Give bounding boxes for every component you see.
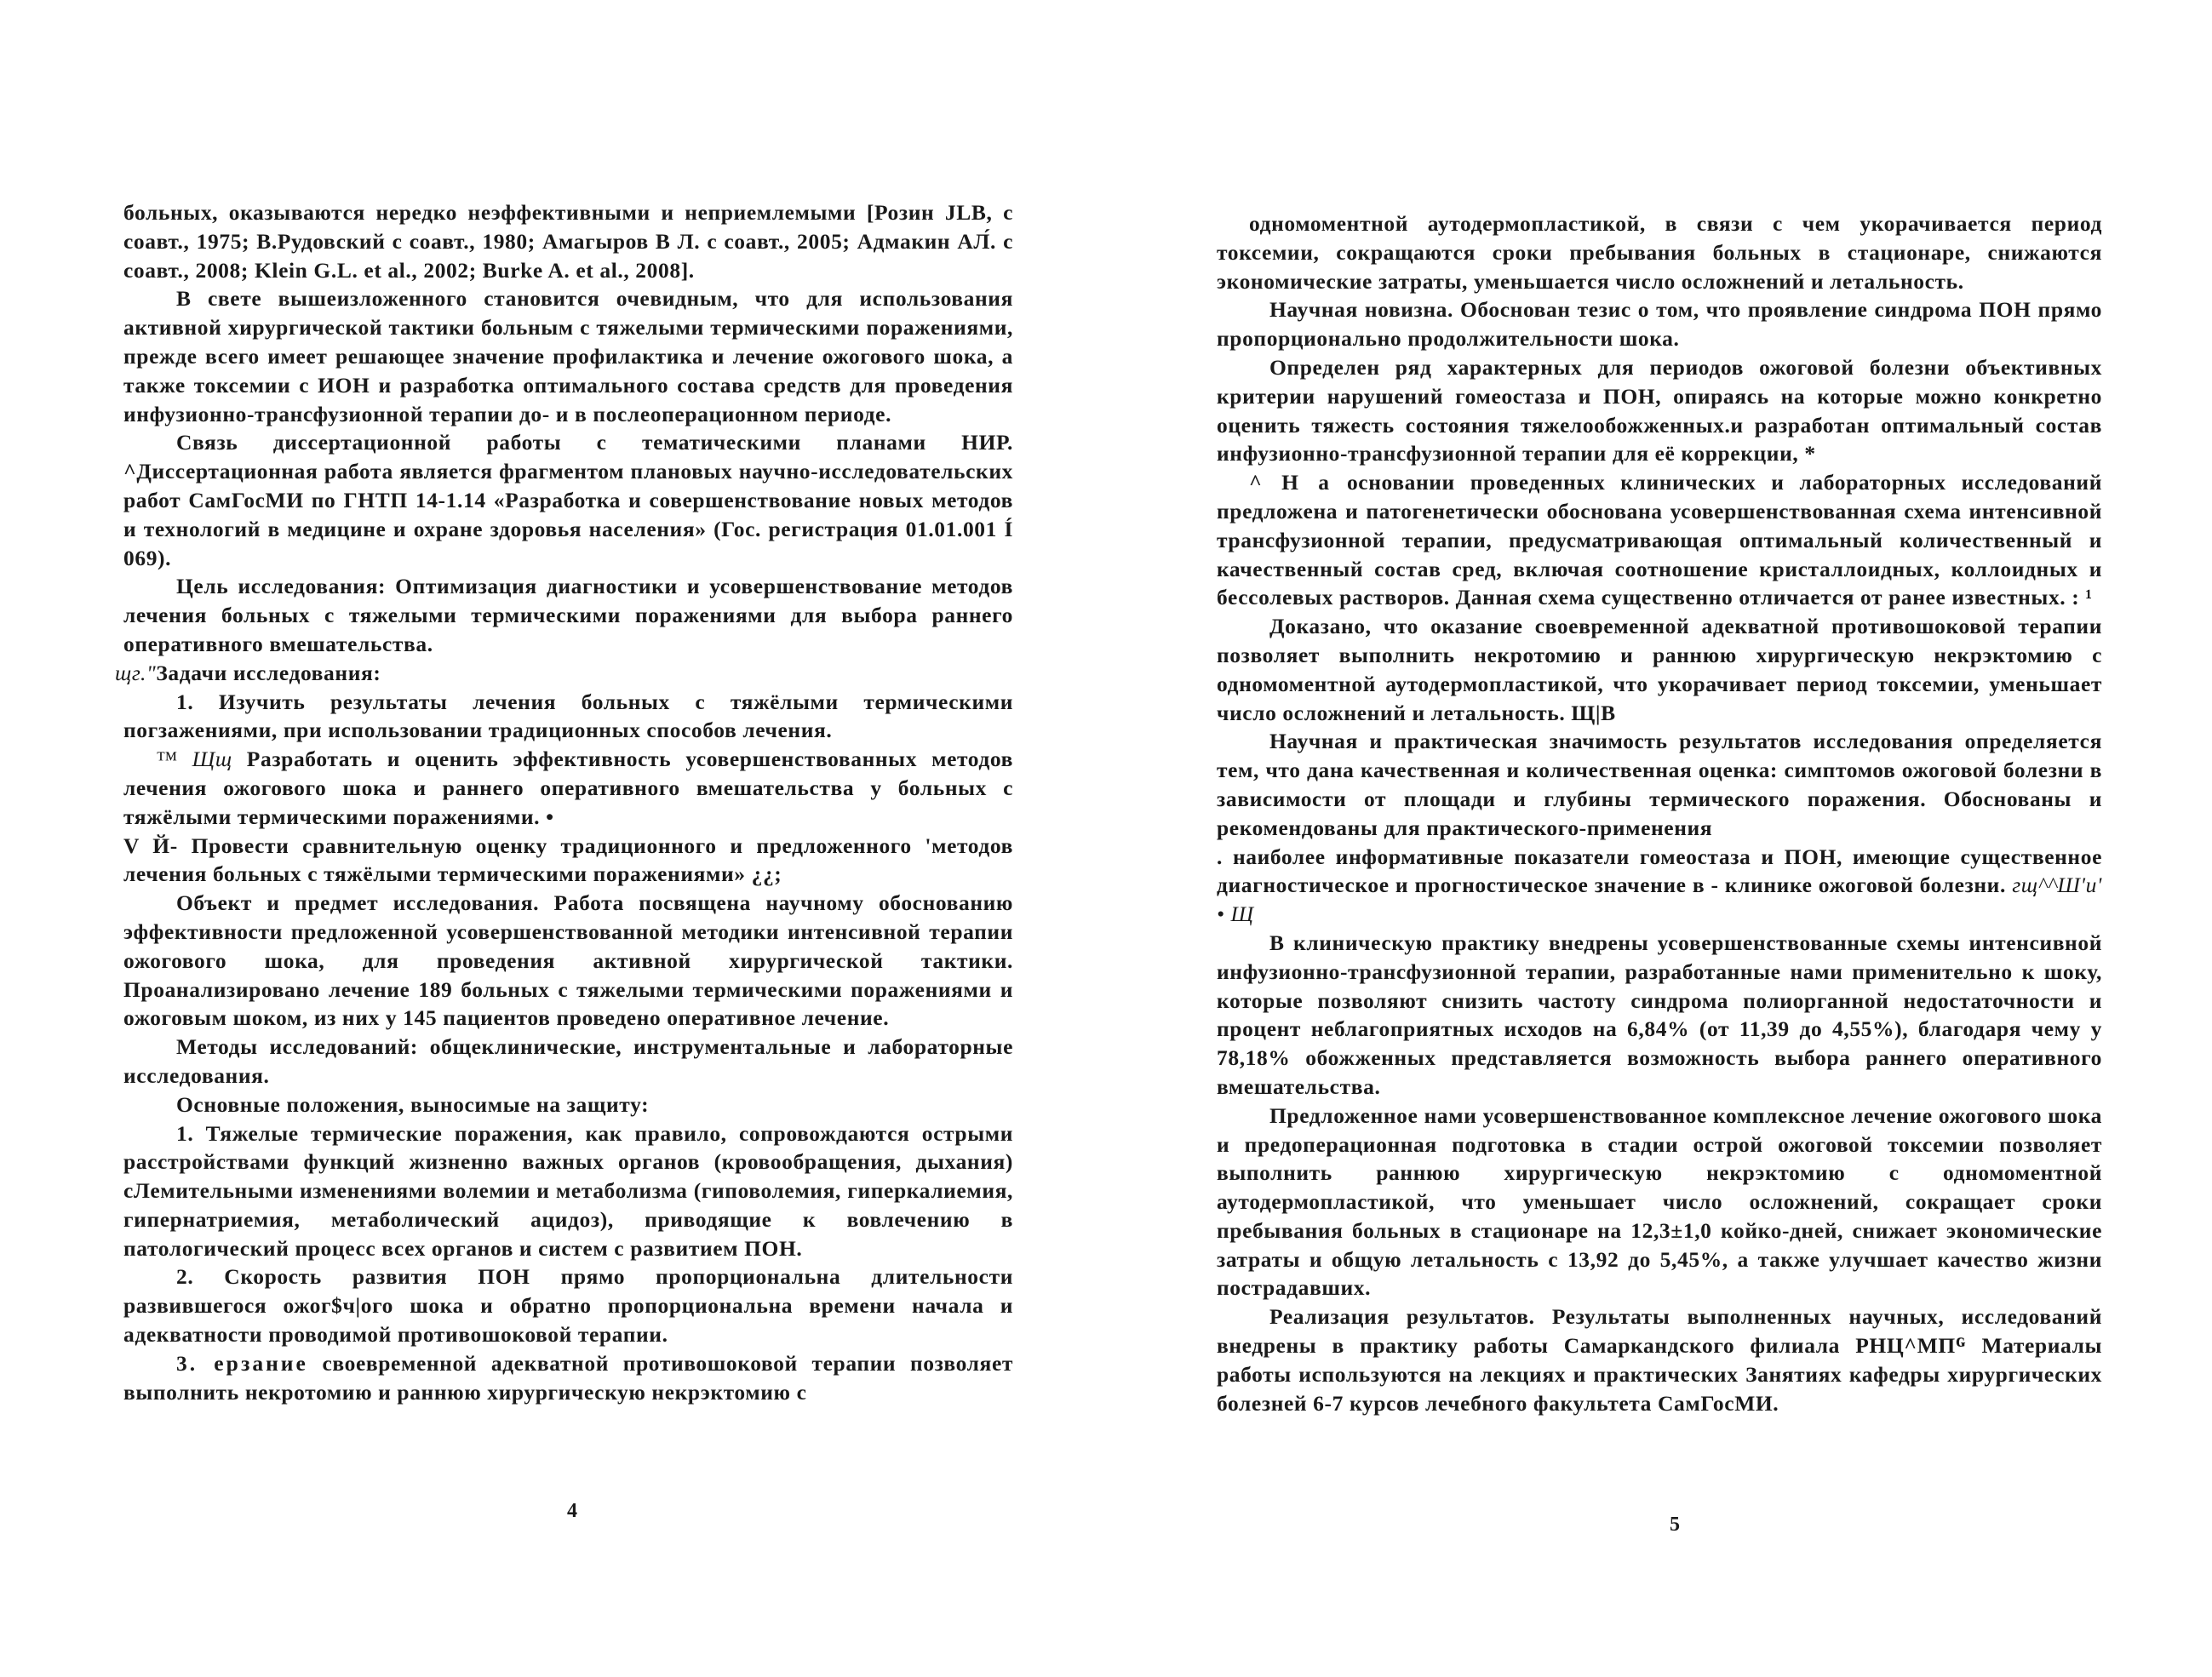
paragraph: Научная и практическая значимость результатов исследования определяется тем, что дана качественная и количественная оценка: симптомов ожоговой болезни в зависимости от площади и глубины термического поражения. Обоснованы и рекомендованы для практического-применения <box>1217 729 2102 840</box>
paragraph: Цель исследования: Оптимизация диагностики и усовершенствование методов лечения больных с тяжелыми термическими поражениями для выбора раннего оперативного вмешательства. <box>123 574 1013 656</box>
paragraph: одномоментной аутодермопластикой, в связи с чем укорачивается период токсемии, сокращаются сроки пребывания больных в стационаре, снижаются экономические затраты, уменьшается число осложнений и летальность. <box>1217 211 2102 294</box>
paragraph: Научная новизна. Обоснован тезис о том, что проявление синдрома ПОН прямо пропорционально продолжительности шока. <box>1217 297 2102 352</box>
list-item: 1. Тяжелые термические поражения, как правило, сопровождаются острыми расстройствами функций жизненно важных органов (кровообращения, дыхания) сЛемительными изменениями волемии и метаболизма (гиповолемия, гиперкалиемия, гипернатриемия, метаболический ацидоз), приводящие к вовлечению в патологический процесс всех органов и систем с развитием ПОН. <box>123 1120 1013 1261</box>
page-number: 4 <box>567 1500 577 1522</box>
margin-mark: ^ Н а <box>1249 470 1332 495</box>
list-item: ™ Щщ Разработать и оценить эффективность усовершенствованных методов лечения ожогового шока и раннего оперативного вмешательства у больных с тяжёлыми термическими поражениями. • <box>123 747 1013 829</box>
margin-mark: . <box>1217 844 1223 869</box>
paragraph: . наиболее информативные показатели гомеостаза и ПОН, имеющие существенное диагностическое и прогностическое значение в - клинике ожоговой болезни. гщ^^Ш'и' • Щ <box>1217 844 2102 927</box>
list-item: 2. Скорость развития ПОН прямо пропорциональна длительности развившегося ожог$ч|ого шока и обратно пропорциональна времени начала и адекватности проводимой противошоковой терапии. <box>123 1264 1013 1348</box>
tasks-heading: Задачи исследования: <box>156 660 381 685</box>
left-text-column <box>115 198 1013 1406</box>
paragraph: Предложенное нами усовершенствованное комплексное лечение ожогового шока и предоперационная подготовка в стадии острой ожоговой токсемии позволяет выполнить раннюю хирургическую некрэктомию с одномоментной аутодермопластикой, что уменьшает число осложнений, сокращает сроки пребывания больных в стационаре на 12,3±1,0 койко-дней, снижает экономические затраты и общую летальность с 13,92 до 5,45%, а также улучшает качество жизни пострадавших. <box>1217 1102 2102 1301</box>
paragraph: Определен ряд характерных для периодов ожоговой болезни объективных критерии нарушений гомеостаза и ПОН, опираясь на которые можно конкретно оценить тяжесть состояния тяжелообожженных.и разработан оптимальный состав инфузионно-трансфузионной терапии для её коррекции, * <box>1217 354 2102 466</box>
list-item: V Й- Провести сравнительную оценку традиционного и предложенного 'методов лечения больных с тяжёлыми термическими поражениями» ¿¿; <box>123 833 1013 887</box>
paragraph: больных, оказываются нередко неэффективными и неприемлемыми [Розин JLB, с соавт., 1975; В.Рудовский с соавт., 1980; Амагыров В Л. с соавт., 2005; Адмакин АЛ́. с соавт., 2008; Klein G.L. et al., 2002; Burke A. et al., 2008]. <box>123 200 1013 283</box>
margin-mark: ™ Щщ <box>156 747 232 772</box>
list-item: 3. ерзание своевременной адекватной противошоковой терапии позволяет выполнить некротомию и раннюю хирургическую некрэктомию с <box>123 1350 1013 1405</box>
margin-mark: : ¹ <box>2072 585 2093 610</box>
margin-mark: V Й- <box>123 833 178 858</box>
margin-mark: гщ^^Ш'и' • Щ <box>1217 873 2102 927</box>
paragraph: Связь диссертационной работы с тематическими планами НИР. ^Диссертационная работа является фрагментом плановых научно-исследовательских работ СамГосМИ по ГНТП 14-1.14 «Разработка и совершенствование новых методов и технологий в медицине и охране здоровья населения» (Гос. регистрация 01.01.001 Í 069). <box>123 430 1013 570</box>
paragraph: Объект и предмет исследования. Работа посвящена научному обоснованию эффективности предложенной усовершенствованной методики интенсивной терапии ожогового шока, для проведения активной хирургической тактики. Проанализировано лечение 189 больных с тяжелыми термическими поражениями и ожоговым шоком, из них у 145 пациентов проведено оперативное лечение. <box>123 890 1013 1031</box>
paragraph: Методы исследований: общеклинические, инструментальные и лабораторные исследования. <box>123 1034 1013 1088</box>
paragraph <box>115 659 1013 688</box>
margin-mark: щг." <box>115 660 157 685</box>
right-text-column <box>1217 209 2102 1417</box>
page-number: 5 <box>1670 1514 1680 1536</box>
margin-mark: * <box>1804 441 1816 466</box>
right-page <box>1106 0 2212 1677</box>
paragraph: Доказано, что оказание своевременной адекватной противошоковой терапии позволяет выполнить некротомию и раннюю хирургическую некрэктомию с одномоментной аутодермопластикой, что укорачивает период токсемии, уменьшает число осложнений и летальность. Щ|В <box>1217 614 2102 725</box>
paragraph: Основные положения, выносимые на защиту: <box>176 1091 650 1117</box>
spaced-text: 3. ерзание <box>176 1350 308 1376</box>
paragraph: В свете вышеизложенного становится очевидным, что для использования активной хирургической тактики больным с тяжелыми термическими поражениями, прежде всего имеет решающее значение профилактика и лечение ожогового шока, а также токсемии с ИОН и разработка оптимального состава средств для проведения инфузионно-трансфузионной терапии до- и в послеоперационном периоде. <box>123 286 1013 426</box>
paragraph: В клиническую практику внедрены усовершенствованные схемы интенсивной инфузионно-трансфузионной терапии, разработанные нами применительно к шоку, которые позволяют снизить частоту синдрома полиорганной недостаточности и процент неблагоприятных исходов на 6,84% (от 11,39 до 4,55%), благодаря чему у 78,18% обожженных представляется возможность выбора раннего оперативного вмешательства. <box>1217 930 2102 1099</box>
margin-mark: Щ|В <box>1571 700 1616 725</box>
paragraph: Реализация результатов. Результаты выполненных научных, исследований внедрены в практику работы Самаркандского филиала РНЦ^МПᴳ Материалы работы используются на лекциях и практических Занятиях кафедры хирургических болезней 6-7 курсов лечебного факультета СамГосМИ. <box>1217 1304 2102 1416</box>
list-item: 1. Изучить результаты лечения больных с тяжёлыми термическими погзажениями, при использовании традиционных способов лечения. <box>123 689 1013 743</box>
paragraph: ^ Н а основании проведенных клинических и лабораторных исследований предложена и патогенетически обоснована усовершенствованная схема интенсивной трансфузионной терапии, предусматривающая оптимальный количественный и качественный состав сред, включая соотношение кристаллоидных, коллоидных и бессолевых растворов. Данная схема существенно отличается от ранее известных. : ¹ <box>1217 470 2102 610</box>
